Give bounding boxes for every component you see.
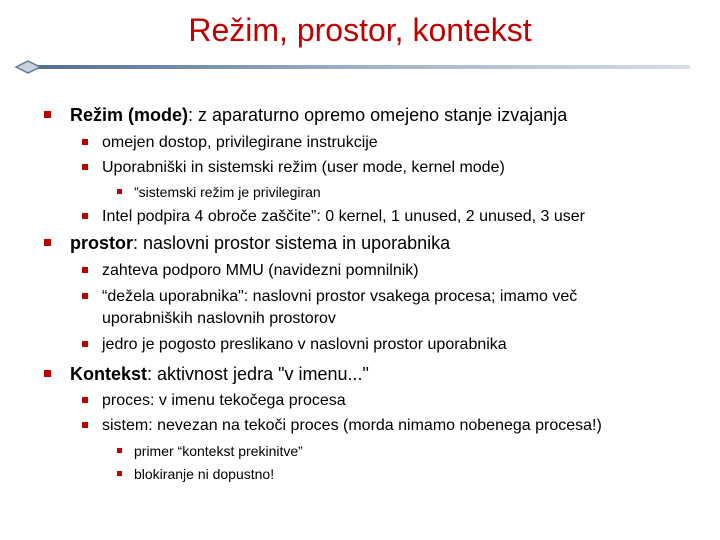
- bullet-item-level2: [102, 208, 585, 226]
- square-bullet-icon: [82, 213, 88, 219]
- bullet-text: omejen dostop, privilegirane instrukcije: [102, 134, 378, 151]
- square-bullet-icon: [82, 397, 88, 403]
- bullet-item-level2: [102, 392, 346, 410]
- bullet-text: ”sistemski režim je privilegiran: [134, 184, 321, 200]
- bullet-text: proces: v imenu tekočega procesa: [102, 392, 346, 409]
- square-bullet-icon: [44, 111, 51, 118]
- square-bullet-icon: [82, 164, 88, 170]
- bullet-item-level2: [102, 134, 378, 152]
- bullet-text: uporabniških naslovnih prostorov: [102, 310, 336, 327]
- bullet-item-level2: [102, 336, 507, 354]
- bullet-text: : z aparaturno opremo omejeno stanje izvajanja: [188, 105, 568, 125]
- bullet-text: : naslovni prostor sistema in uporabnika: [133, 233, 451, 253]
- bullet-text: Intel podpira 4 obroče zaščite”: 0 kernel, 1 unused, 2 unused, 3 user: [102, 208, 585, 225]
- bullet-item-level3: [134, 466, 274, 482]
- bullet-text: sistem: nevezan na tekoči proces (morda nimamo nobenega procesa!): [102, 417, 602, 434]
- bullet-item-level3: [134, 443, 303, 459]
- term-label: prostor: [70, 233, 133, 253]
- bullet-text: primer “kontekst prekinitve”: [134, 443, 303, 459]
- bullet-text: Uporabniški in sistemski režim (user mode, kernel mode): [102, 159, 505, 176]
- square-bullet-icon: [44, 239, 51, 246]
- bullet-item-level2: [102, 262, 419, 280]
- bullet-text: zahteva podporo MMU (navidezni pomnilnik): [102, 262, 419, 279]
- square-bullet-icon: [82, 422, 88, 428]
- bullet-text: blokiranje ni dopustno!: [134, 466, 275, 482]
- bullet-item-level1: [70, 233, 450, 254]
- bullet-text: jedro je pogosto preslikano v naslovni prostor uporabnika: [102, 336, 507, 353]
- square-bullet-icon: [82, 267, 88, 273]
- square-bullet-icon: [117, 471, 122, 476]
- term-label: Režim (mode): [70, 105, 189, 125]
- bullet-item-level3: [134, 184, 321, 200]
- square-bullet-icon: [82, 293, 88, 299]
- slide-title: Režim, prostor, kontekst: [188, 12, 532, 48]
- bullet-item-level2: [102, 159, 505, 177]
- bullet-text: : aktivnost jedra "v imenu...": [147, 364, 369, 384]
- square-bullet-icon: [82, 341, 88, 347]
- square-bullet-icon: [44, 370, 51, 377]
- bullet-item-level2: [102, 310, 336, 328]
- square-bullet-icon: [117, 189, 122, 194]
- bullet-text: “dežela uporabnika": naslovni prostor vsakega procesa; imamo več: [102, 288, 578, 305]
- square-bullet-icon: [117, 448, 122, 453]
- term-label: Kontekst: [70, 364, 148, 384]
- bullet-item-level1: [70, 105, 567, 126]
- bullet-item-level2: [102, 417, 602, 435]
- square-bullet-icon: [82, 139, 88, 145]
- bullet-item-level2: [102, 288, 577, 306]
- bullet-item-level1: [70, 364, 369, 385]
